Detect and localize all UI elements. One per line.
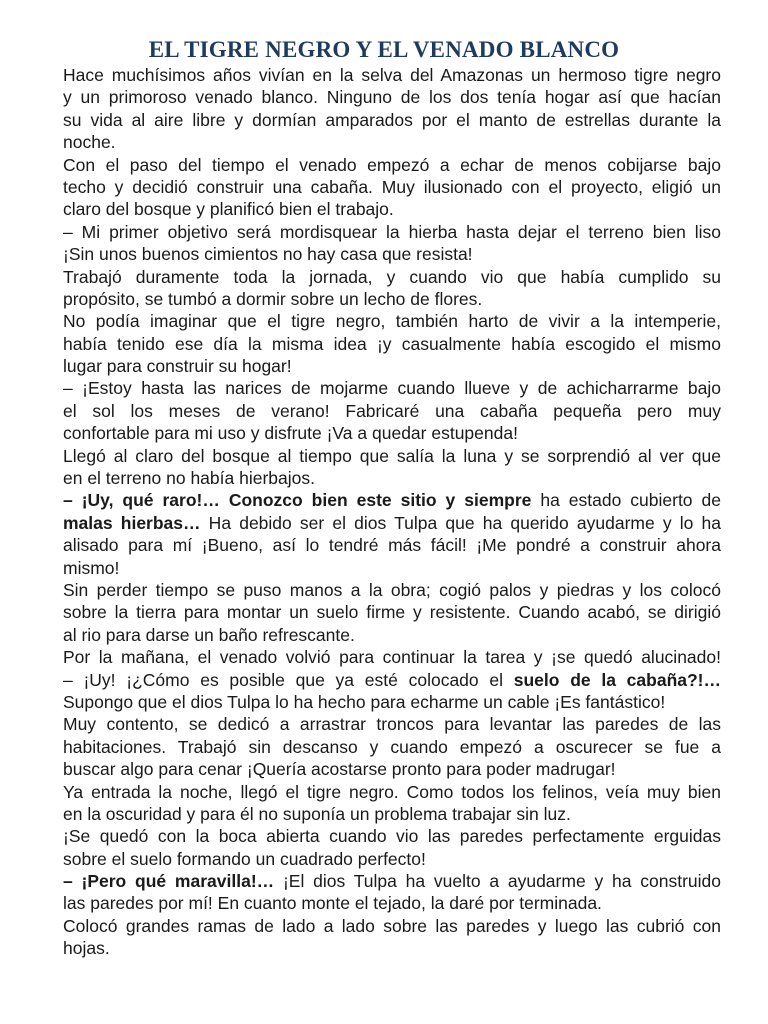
text-line: habitaciones. Trabajó sin descanso y cuando empezó a oscurecer se fue a <box>63 736 721 757</box>
text-line: sobre la tierra para montar un suelo firme y resistente. Cuando acabó, se dirigió <box>63 602 721 623</box>
text-line: ¡Se quedó con la boca abierta cuando vio las paredes perfectamente erguidas <box>63 826 721 847</box>
text-line: propósito, se tumbó a dormir sobre un lecho de flores. <box>63 288 483 309</box>
text-line: Ya entrada la noche, llegó el tigre negro. Como todos los felinos, veía muy bien <box>63 781 721 802</box>
text-line: confortable para mi uso y disfrute ¡Va a quedar estupenda! <box>63 423 518 444</box>
text-line: buscar algo para cenar ¡Quería acostarse pronto para poder madrugar! <box>63 759 616 780</box>
text-line: su vida al aire libre y dormían amparados por el manto de estrellas durante la <box>63 109 721 130</box>
text-line: al rio para darse un baño refrescante. <box>63 624 355 645</box>
text-line: – ¡Uy, qué raro!… Conozco bien este sitio y siempre ha estado cubierto de <box>63 490 721 511</box>
text-line: techo y decidió construir una cabaña. Muy ilusionado con el proyecto, eligió un <box>63 176 721 197</box>
text-line: Con el paso del tiempo el venado empezó a echar de menos cobijarse bajo <box>63 154 721 175</box>
text-line: noche. <box>63 132 116 153</box>
text-line: No podía imaginar que el tigre negro, también harto de vivir a la intemperie, <box>63 311 721 332</box>
text-line: Trabajó duramente toda la jornada, y cuando vio que había cumplido su <box>63 266 721 287</box>
text-line: el sol los meses de verano! Fabricaré una cabaña pequeña pero muy <box>63 400 721 421</box>
text-line: alisado para mí ¡Bueno, así lo tendré más fácil! ¡Me pondré a construir ahora <box>63 535 721 556</box>
text-line: Colocó grandes ramas de lado a lado sobre las paredes y luego las cubrió con <box>63 915 721 936</box>
text-line: claro del bosque y planificó bien el trabajo. <box>63 199 394 220</box>
text-line: – Mi primer objetivo será mordisquear la hierba hasta dejar el terreno bien liso <box>63 221 721 242</box>
text-line: Hace muchísimos años vivían en la selva del Amazonas un hermoso tigre negro <box>63 65 721 85</box>
text-line: Llegó al claro del bosque al tiempo que salía la luna y se sorprendió al ver que <box>63 445 721 466</box>
story-title: EL TIGRE NEGRO Y EL VENADO BLANCO <box>148 37 620 62</box>
text-line: ¡Sin unos buenos cimientos no hay casa que resista! <box>63 244 473 265</box>
text-line: malas hierbas… Ha debido ser el dios Tulpa que ha querido ayudarme y lo ha <box>63 512 721 533</box>
text-line: – ¡Uy! ¡¿Cómo es posible que ya esté colocado el suelo de la cabaña?!… <box>63 669 721 690</box>
text-line: en el terreno no había hierbajos. <box>63 468 315 489</box>
text-line: en la oscuridad y para él no suponía un problema trabajar sin luz. <box>63 803 571 824</box>
text-line: y un primoroso venado blanco. Ninguno de los dos tenía hogar así que hacían <box>63 87 721 108</box>
text-line: Por la mañana, el venado volvió para continuar la tarea y ¡se quedó alucinado! <box>63 647 721 668</box>
text-line: las paredes por mí! En cuanto monte el tejado, la daré por terminada. <box>63 893 602 914</box>
text-line: – ¡Pero qué maravilla!… ¡El dios Tulpa ha vuelto a ayudarme y ha construido <box>63 871 721 892</box>
text-line: lugar para construir su hogar! <box>63 356 292 377</box>
text-line: había tenido ese día la misma idea ¡y casualmente había escogido el mismo <box>63 333 721 354</box>
text-line: – ¡Estoy hasta las narices de mojarme cuando llueve y de achicharrarme bajo <box>63 378 721 399</box>
text-line: mismo! <box>63 557 120 578</box>
text-line: Muy contento, se dedicó a arrastrar troncos para levantar las paredes de las <box>63 714 721 735</box>
text-line: Supongo que el dios Tulpa lo ha hecho para echarme un cable ¡Es fantástico! <box>63 691 666 712</box>
text-line: sobre el suelo formando un cuadrado perfecto! <box>63 848 426 869</box>
text-line: hojas. <box>63 938 110 959</box>
text-line: Sin perder tiempo se puso manos a la obra; cogió palos y piedras y los colocó <box>63 579 721 600</box>
story-body <box>63 64 721 960</box>
